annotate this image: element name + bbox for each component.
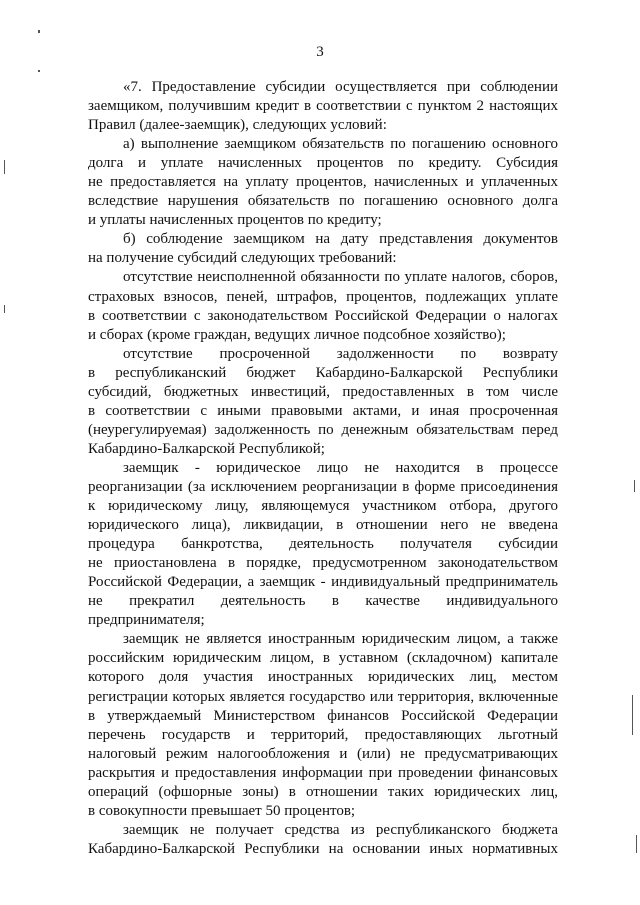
text-line: отсутствие неисполненной обязанности по уплате налогов, сборов, <box>123 269 558 286</box>
paragraph <box>88 345 558 459</box>
paragraph <box>88 821 558 859</box>
text-line: Кабардино-Балкарской Республикой; <box>88 440 325 457</box>
text-line: в республиканский бюджет Кабардино-Балкарской Республики <box>88 364 558 381</box>
text-line: субсидий, бюджетных инвестиций, предоставленных в том числе <box>88 383 558 400</box>
text-line: заемщик не является иностранным юридическим лицом, а также <box>123 631 558 648</box>
paragraph <box>88 630 558 820</box>
text-line: долга и уплате начисленных процентов по кредиту. Субсидия <box>88 155 558 172</box>
text-line: в соответствии с иными правовыми актами, и иная просроченная <box>88 402 558 419</box>
page-number: 3 <box>316 44 324 60</box>
paragraph <box>88 459 558 630</box>
text-line: юридического лица), ликвидации, в отношении него не введена <box>88 517 558 534</box>
text-line: реорганизации (за исключением реорганизации в форме присоединения <box>88 478 558 495</box>
text-line: и сборах (кроме граждан, ведущих личное подсобное хозяйство); <box>88 326 506 343</box>
text-line: заемщик не получает средства из республиканского бюджета <box>123 821 558 838</box>
text-line: заемщик - юридическое лицо не находится в процессе <box>123 459 558 476</box>
scan-mark <box>38 70 40 72</box>
text-line: страховых взносов, пеней, штрафов, процентов, подлежащих уплате <box>88 288 558 305</box>
text-line: регистрации которых является государство или территория, включенные <box>88 688 558 705</box>
paragraph <box>88 135 558 230</box>
text-line: в утверждаемый Министерством финансов Российской Федерации <box>88 707 558 724</box>
text-line: заемщиком, получившим кредит в соответствии с пунктом 2 настоящих <box>88 98 558 115</box>
text-line: перечень государств и территорий, предоставляющих льготный <box>88 726 558 743</box>
text-line: Правил (далее-заемщик), следующих условий: <box>88 117 387 134</box>
paragraph <box>88 268 558 344</box>
text-line: Российской Федерации, а заемщик - индивидуальный предприниматель <box>88 574 558 591</box>
text-line: и уплаты начисленных процентов по кредиту; <box>88 212 382 229</box>
scan-mark <box>632 695 633 735</box>
text-line: раскрытия и предоставления информации при проведении финансовых <box>88 764 558 781</box>
paragraph <box>88 230 558 268</box>
text-line: б) соблюдение заемщиком на дату представления документов <box>123 231 558 248</box>
text-line: Кабардино-Балкарской Республики на основании иных нормативных <box>88 840 558 857</box>
text-line: вследствие нарушения обязательств по погашению основного долга <box>88 193 558 210</box>
text-line: не приостановлена в порядке, предусмотренном законодательством <box>88 555 558 572</box>
text-line: не предоставляется на уплату процентов, начисленных и уплаченных <box>88 174 558 191</box>
text-line: российским юридическим лицом, в уставном (складочном) капитале <box>88 650 558 667</box>
text-line: а) выполнение заемщиком обязательств по погашению основного <box>123 136 558 153</box>
scan-mark <box>4 160 5 174</box>
text-line: предпринимателя; <box>88 612 205 629</box>
text-line: «7. Предоставление субсидии осуществляется при соблюдении <box>123 79 558 95</box>
scan-mark <box>636 835 637 853</box>
paragraph <box>88 78 558 135</box>
text-line: к юридическому лицу, являющемуся участником отбора, другого <box>88 498 558 515</box>
scan-mark <box>38 30 40 33</box>
scan-mark <box>4 305 5 313</box>
document-body <box>88 78 558 859</box>
text-line: (неурегулируемая) задолженность по денежным обязательствам перед <box>88 421 558 438</box>
text-line: не прекратил деятельность в качестве индивидуального <box>88 593 558 610</box>
text-line: на получение субсидий следующих требований: <box>88 250 397 267</box>
text-line: процедура банкротства, деятельность получателя субсидии <box>88 536 558 553</box>
text-line: налоговый режим налогообложения и (или) не предусматривающих <box>88 745 558 762</box>
scan-mark <box>634 480 635 492</box>
text-line: в совокупности превышает 50 процентов; <box>88 802 356 819</box>
text-line: в соответствии с законодательством Российской Федерации о налогах <box>88 307 558 324</box>
text-line: операций (офшорные зоны) в отношении таких юридических лиц, <box>88 783 558 800</box>
text-line: которого доля участия иностранных юридических лиц, местом <box>88 669 558 686</box>
text-line: отсутствие просроченной задолженности по возврату <box>123 345 558 362</box>
